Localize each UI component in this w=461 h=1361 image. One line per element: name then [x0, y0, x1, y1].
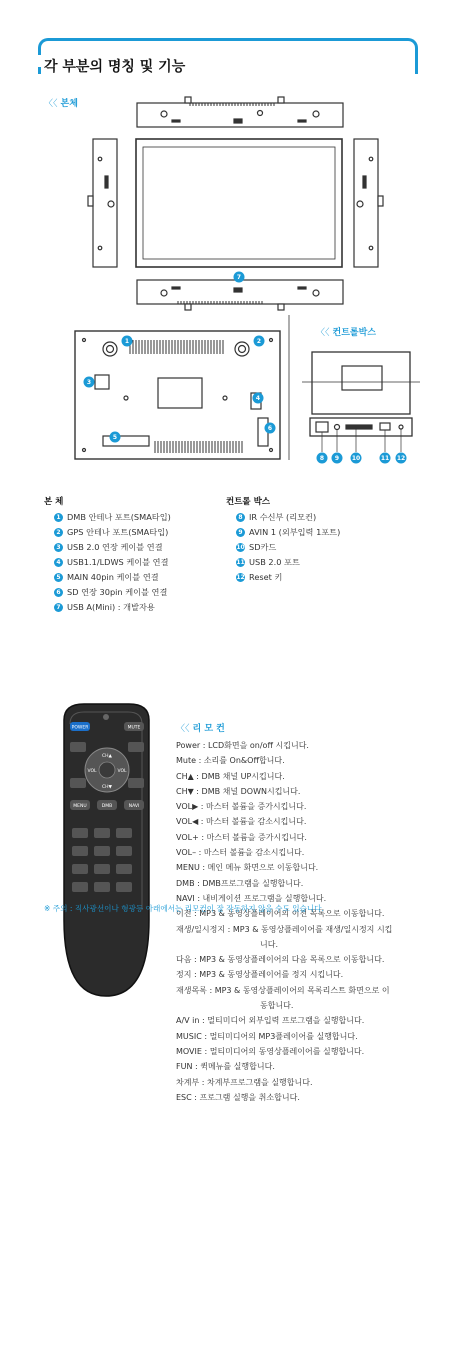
- left-screw-1: [98, 157, 102, 161]
- number-badge: 2: [54, 528, 63, 537]
- remote-function-line: MENU : 메인 메뉴 화면으로 이동합니다.: [176, 863, 319, 873]
- left-knob: [108, 201, 114, 207]
- body-list-items: [44, 510, 224, 615]
- device-screen: [143, 147, 335, 259]
- remote-function-line: 이전 : MP3 & 동영상플레이어의 이전 목록으로 이동합니다.: [176, 909, 385, 919]
- top-screw-right: [313, 111, 319, 117]
- body-list-title: 본 체: [44, 497, 64, 507]
- list-item: [54, 600, 224, 615]
- usb-port: [380, 423, 390, 430]
- number-badge: 5: [54, 573, 63, 582]
- bottom-screw-left: [161, 290, 167, 296]
- back-label-plate: [158, 378, 202, 408]
- vol-right-label: VOL: [117, 769, 127, 774]
- remote-function-line: 니다.: [260, 939, 278, 949]
- right-upper-key: [128, 742, 144, 752]
- section-control-box-label: 컨트롤박스: [332, 328, 376, 338]
- ir-window: [103, 714, 109, 720]
- top-vent-2: [298, 120, 306, 122]
- remote-function-line: VOL◀ : 마스터 볼륨을 감소시킵니다.: [176, 817, 307, 827]
- right-screw-2: [369, 246, 373, 250]
- dpad-center: [99, 762, 115, 778]
- list-item: [236, 540, 426, 555]
- remote-function-line: FUN : 퀵메뉴를 실행합니다.: [176, 1062, 275, 1072]
- diagram-badge-10: [351, 453, 362, 464]
- ch-up-label: CH▲: [102, 754, 112, 759]
- remote-function-line: A/V in : 멀티미디어 외부입력 프로그램을 실행합니다.: [176, 1016, 365, 1026]
- number-badge: 10: [236, 544, 245, 551]
- list-item-text: SD카드: [249, 542, 277, 552]
- diagram-badge-1: [122, 336, 133, 347]
- diagram-badge-4: [253, 393, 264, 404]
- remote-function-line: VOL▶ : 마스터 볼륨을 증가시킵니다.: [176, 802, 307, 812]
- section-control-box-heading: [316, 325, 376, 338]
- remote-function-line: 재생/일시정지 : MP3 & 동영상플레이어를 재생/일시정지 시킵: [176, 924, 393, 934]
- list-item-text: Reset 키: [249, 572, 283, 582]
- number-badge: 8: [236, 513, 245, 522]
- list-item-text: AVIN 1 (외부입력 1포트): [249, 527, 341, 537]
- diagram-badge-number: 9: [334, 455, 340, 463]
- list-item: [54, 555, 224, 570]
- usage-notice: ※ 주의 : 직사광선이나 형광등 아래에서는 리모컨이 잘 작동하지 않을 수도 있습니다.: [44, 904, 324, 913]
- right-lower-key: [128, 778, 144, 788]
- dmb-label: DMB: [101, 804, 113, 809]
- top-slot: [234, 119, 242, 123]
- chevron-left-icon: 〈〈: [176, 724, 190, 734]
- number-badge: 9: [236, 528, 245, 537]
- remote-function-line: Power : LCD화면을 on/off 시킵니다.: [176, 741, 309, 750]
- list-item-text: USB 2.0 연장 케이블 연결: [67, 542, 163, 552]
- remote-function-line: CH▼ : DMB 채널 DOWN시킵니다.: [176, 786, 301, 796]
- list-item-text: MAIN 40pin 케이블 연결: [67, 572, 159, 582]
- left-lower-key: [70, 778, 86, 788]
- remote-function-line: 정지 : MP3 & 동영상플레이어를 정지 시킵니다.: [176, 970, 344, 980]
- page-title: 각 부분의 명칭 및 기능: [44, 59, 186, 75]
- chevron-left-icon: 〈〈: [316, 328, 330, 338]
- number-badge: 12: [236, 574, 245, 581]
- remote-description: [176, 738, 446, 1105]
- diagram-badge-number: 11: [380, 455, 390, 463]
- power-label: POWER: [71, 725, 89, 731]
- list-item: [236, 510, 426, 525]
- list-item: [54, 570, 224, 585]
- usb20-connector: [95, 375, 109, 389]
- remote-control-image: [54, 700, 159, 1000]
- right-screw-1: [369, 157, 373, 161]
- diagram-badge-number: 5: [112, 434, 118, 442]
- diagram-badge-8: [317, 453, 328, 464]
- bottom-vent-1: [172, 287, 180, 289]
- right-knob: [357, 201, 363, 207]
- list-item: [236, 555, 426, 570]
- ir-receiver: [316, 422, 328, 432]
- chevron-left-icon: 〈〈: [44, 99, 58, 109]
- left-upper-key: [70, 742, 86, 752]
- remote-function-line: ESC : 프로그램 실행을 취소합니다.: [176, 1092, 300, 1102]
- list-item-text: SD 연장 30pin 케이블 연결: [67, 587, 168, 597]
- top-tab-right: [278, 97, 284, 103]
- remote-function-line: MOVIE : 멀티미디어의 동영상플레이어를 실행합니다.: [176, 1046, 365, 1056]
- remote-function-line: 재생목록 : MP3 & 동영상플레이어의 목록리스트 화면으로 이: [176, 985, 390, 995]
- control-list-title: 컨트롤 박스: [226, 497, 271, 507]
- bottom-slot: [234, 288, 242, 292]
- bottom-vent-2: [298, 287, 306, 289]
- list-item: [54, 525, 224, 540]
- remote-function-line: CH▲ : DMB 채널 UP시킵니다.: [176, 771, 285, 781]
- number-badge: 1: [54, 513, 63, 522]
- top-vent-1: [172, 120, 180, 122]
- device-diagram: [0, 0, 461, 470]
- diagram-badge-number: 1: [124, 338, 130, 346]
- diagram-badge-number: 6: [267, 425, 273, 433]
- diagram-badge-number: 7: [236, 274, 242, 282]
- diagram-badge-number: 4: [255, 395, 261, 403]
- list-item-text: GPS 안테나 포트(SMA타입): [67, 527, 169, 537]
- remote-function-line: VOL– : 마스터 볼륨을 감소시킵니다.: [176, 848, 305, 858]
- remote-function-line: Mute : 소리를 On&Off합니다.: [176, 756, 285, 766]
- bottom-screw-right: [313, 290, 319, 296]
- reset-key: [399, 425, 403, 429]
- navi-label: NAVI: [128, 804, 140, 809]
- diagram-badge-number: 10: [351, 455, 361, 463]
- left-tab: [88, 196, 93, 206]
- bottom-tab-right: [278, 304, 284, 310]
- remote-function-line: DMB : DMB프로그램을 실행합니다.: [176, 878, 304, 888]
- bottom-tab-left: [185, 304, 191, 310]
- section-remote-label: 리 모 컨: [192, 724, 225, 734]
- top-port: [258, 111, 263, 116]
- left-slot: [105, 176, 108, 188]
- menu-label: MENU: [73, 804, 87, 809]
- number-badge: 6: [54, 588, 63, 597]
- diagram-badge-9: [332, 453, 343, 464]
- diagram-badge-3: [84, 377, 95, 388]
- remote-function-line: VOL+ : 마스터 볼륨을 증가시킵니다.: [176, 832, 307, 842]
- mute-label: MUTE: [127, 725, 141, 731]
- ch-down-label: CH▼: [102, 785, 112, 790]
- control-box-parts-list: [226, 495, 426, 585]
- list-item-text: IR 수신부 (리모컨): [249, 512, 317, 522]
- list-item: [54, 540, 224, 555]
- remote-function-line: 다음 : MP3 & 동영상플레이어의 다음 목록으로 이동합니다.: [176, 955, 385, 965]
- diagram-badge-number: 12: [396, 455, 406, 463]
- right-slot: [363, 176, 366, 188]
- list-item: [236, 525, 426, 540]
- list-item-text: USB 2.0 포트: [249, 557, 300, 567]
- diagram-badge-2: [254, 336, 265, 347]
- diagram-badge-12: [396, 453, 407, 464]
- number-badge: 7: [54, 603, 63, 612]
- section-body-label: 본체: [60, 99, 78, 109]
- list-item-text: DMB 안테나 포트(SMA타입): [67, 512, 171, 522]
- remote-function-line: MUSIC : 멀티미디어의 MP3플레이어를 실행합니다.: [176, 1031, 358, 1041]
- list-item: [54, 585, 224, 600]
- diagram-badge-number: 8: [319, 455, 325, 463]
- diagram-badge-11: [380, 453, 391, 464]
- number-badge: 11: [236, 559, 245, 566]
- remote-function-line: 동합니다.: [260, 1001, 294, 1011]
- diagram-badge-5: [110, 432, 121, 443]
- list-item-text: USB A(Mini) : 개발자용: [67, 602, 155, 612]
- avin-jack: [335, 425, 340, 430]
- sd-card-slot: [346, 425, 372, 429]
- vol-left-label: VOL: [87, 769, 97, 774]
- list-item-text: USB1.1/LDWS 케이블 연결: [67, 557, 169, 567]
- number-badge: 3: [54, 543, 63, 552]
- top-screw-left: [161, 111, 167, 117]
- list-item: [236, 570, 426, 585]
- body-parts-list: [44, 495, 224, 615]
- diagram-badge-7: [234, 272, 245, 283]
- right-tab: [378, 196, 383, 206]
- left-screw-2: [98, 246, 102, 250]
- control-list-items: [226, 510, 426, 585]
- diagram-badge-6: [265, 423, 276, 434]
- top-tab-left: [185, 97, 191, 103]
- remote-function-line: 차계부 : 차계부프로그램을 실행합니다.: [176, 1077, 313, 1087]
- list-item: [54, 510, 224, 525]
- diagram-badge-number: 3: [86, 379, 92, 387]
- number-badge: 4: [54, 558, 63, 567]
- diagram-badge-number: 2: [256, 338, 262, 346]
- remote-function-line: NAVI : 내비게이션 프로그램을 실행합니다.: [176, 893, 327, 903]
- section-remote-heading: [176, 721, 225, 734]
